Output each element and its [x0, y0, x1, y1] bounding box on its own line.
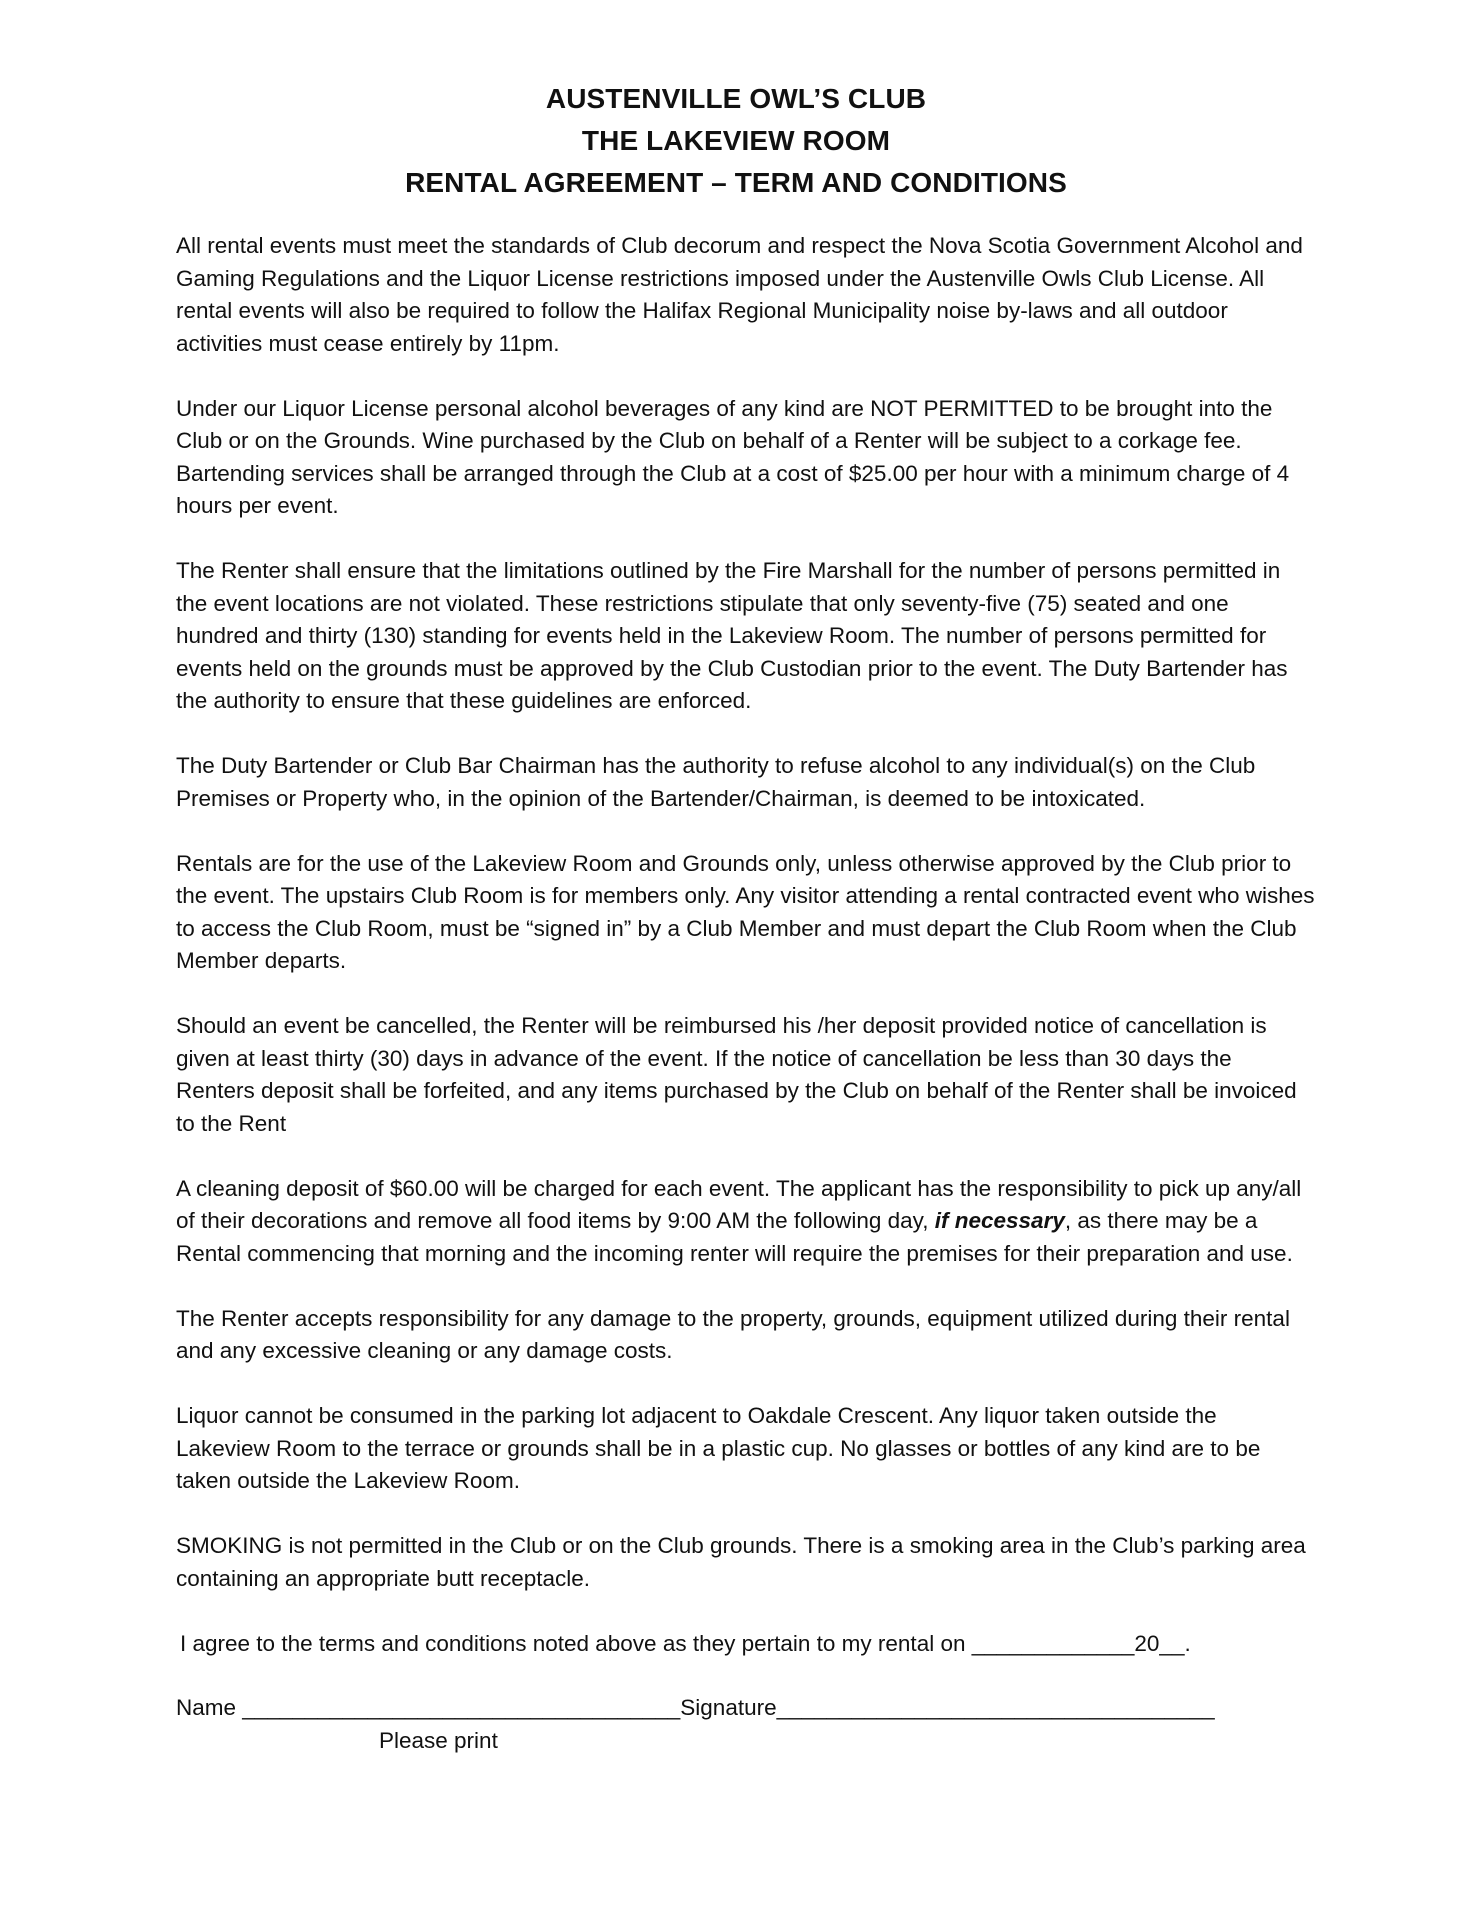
print-note: Please print: [379, 1727, 498, 1753]
cleaning-text-start: A cleaning deposit of $60.00 will be charged for each event. The applicant has the responsibility to pick up any/all of their decorations and remove all food items by 9:00 AM the following day,: [176, 1175, 1302, 1233]
cleaning-emphasis: if necessary: [934, 1208, 1065, 1233]
signature-field[interactable]: ___________________________________: [776, 1695, 1215, 1720]
paragraph-fire-limits: The Renter shall ensure that the limitations outlined by the Fire Marshall for the number of persons permitted in the event locations are not violated. These restrictions stipulate that only seventy-five (75) seated and one hundred and thirty (130) standing for events held in the Lakeview Room. The number of persons permitted for events held on the grounds must be approved by the Club Custodian prior to the event. The Duty Bartender has the authority to ensure that these guidelines are enforced.: [176, 558, 1288, 713]
paragraph-liquor-license: Under our Liquor License personal alcohol beverages of any kind are NOT PERMITTED to be brought into the Club or on the Grounds. Wine purchased by the Club on behalf of a Renter will be subject to a corkage fee. Bartending services shall be arranged through the Club at a cost of $25.00 per hour with a minimum charge of 4 hours per event.: [176, 395, 1290, 518]
cleaning-text-end: , as there may be a Rental commencing that morning and the incoming renter will require the premises for their preparation and use.: [176, 1208, 1293, 1266]
document-page: [176, 78, 1316, 1757]
paragraph-refuse-alcohol: The Duty Bartender or Club Bar Chairman has the authority to refuse alcohol to any individual(s) on the Club Premises or Property who, in the opinion of the Bartender/Chairman, is deemed to be intoxicated.: [176, 753, 1256, 811]
room-name-heading: THE LAKEVIEW ROOM: [581, 125, 891, 156]
paragraph-damage: The Renter accepts responsibility for any damage to the property, grounds, equipment utilized during their rental and any excessive cleaning or any damage costs.: [176, 1305, 1290, 1363]
document-title: [166, 78, 1306, 204]
terms-body: [176, 230, 1316, 1757]
name-label: Name: [176, 1695, 237, 1720]
paragraph-cancellation: Should an event be cancelled, the Renter will be reimbursed his /her deposit provided notice of cancellation is given at least thirty (30) days in advance of the event. If the notice of cancellation be less than 30 days the Renters deposit shall be forfeited, and any items purchased by the Club on behalf of the Renter shall be invoiced to the Rent: [176, 1013, 1297, 1136]
signature-row: [176, 1692, 1316, 1725]
paragraph-smoking: SMOKING is not permitted in the Club or on the Club grounds. There is a smoking area in the Club’s parking area containing an appropriate butt receptacle.: [176, 1533, 1306, 1591]
name-field[interactable]: ___________________________________: [242, 1695, 681, 1720]
paragraph-decorum: All rental events must meet the standards of Club decorum and respect the Nova Scotia Government Alcohol and Gaming Regulations and the Liquor License restrictions imposed under the Austenville Owls Club License. All rental events will also be required to follow the Halifax Regional Municipality noise by-laws and all outdoor activities must cease entirely by 11pm.: [176, 233, 1303, 356]
paragraph-parking-liquor: Liquor cannot be consumed in the parking lot adjacent to Oakdale Crescent. Any liquor taken outside the Lakeview Room to the terrace or grounds shall be in a plastic cup. No glasses or bottles of any kind are to be taken outside the Lakeview Room.: [176, 1403, 1261, 1493]
club-name-heading: AUSTENVILLE OWL’S CLUB: [545, 83, 927, 114]
paragraph-cleaning-deposit: [176, 1173, 1316, 1271]
paragraph-room-use: Rentals are for the use of the Lakeview Room and Grounds only, unless otherwise approved by the Club prior to the event. The upstairs Club Room is for members only. Any visitor attending a rental contracted event who wishes to access the Club Room, must be “signed in” by a Club Member and must depart the Club Room when the Club Member departs.: [176, 850, 1315, 973]
signature-label: Signature: [680, 1695, 777, 1720]
agreement-statement: I agree to the terms and conditions noted above as they pertain to my rental on _____________20__.: [180, 1630, 1191, 1656]
agreement-heading: RENTAL AGREEMENT – TERM AND CONDITIONS: [405, 167, 1067, 198]
